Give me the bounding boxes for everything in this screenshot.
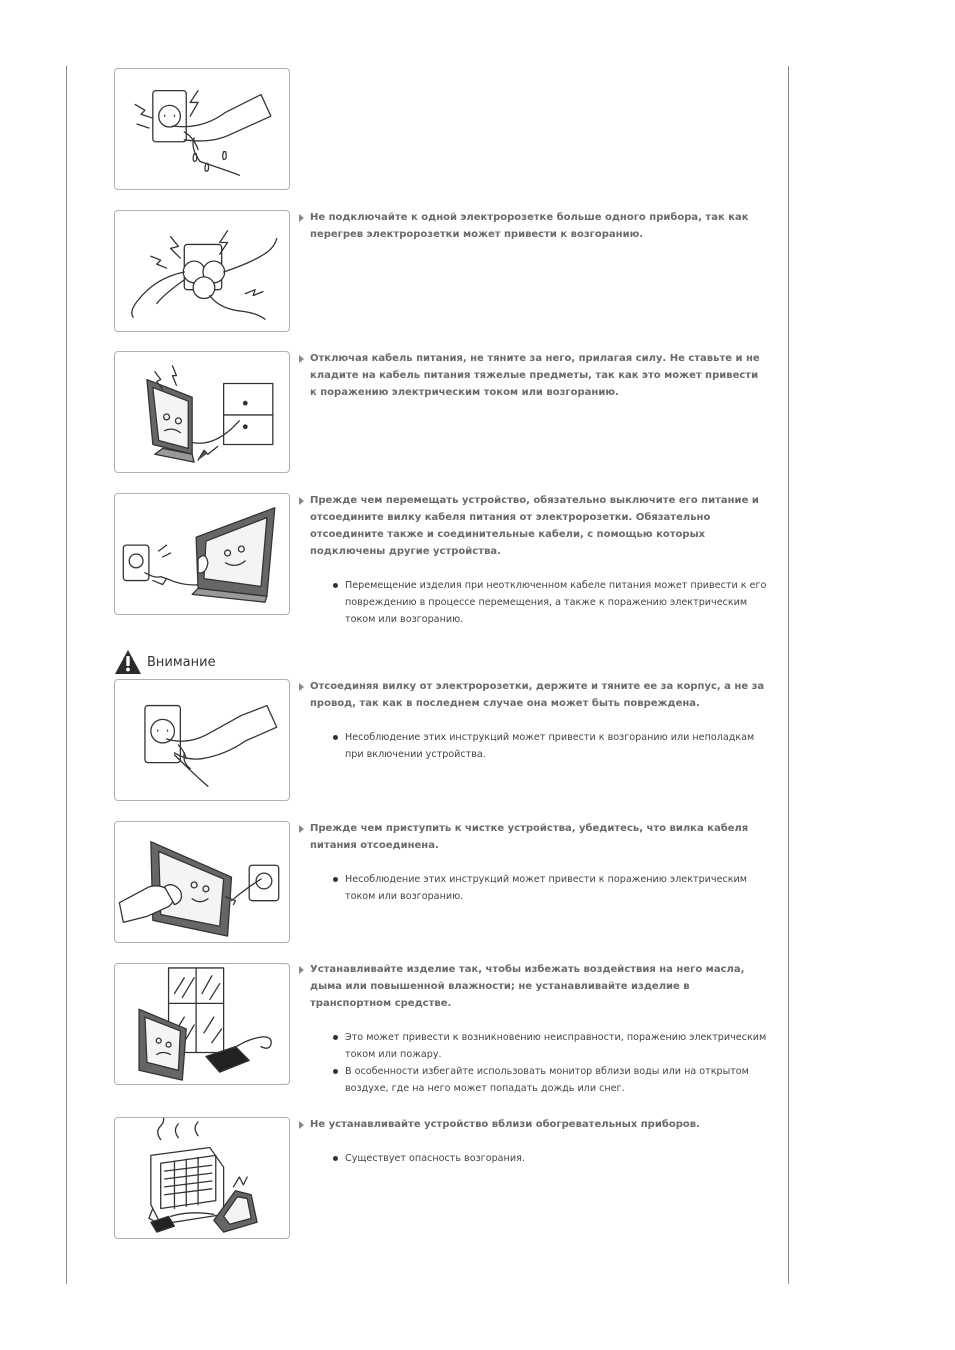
warning-item-3: [298, 350, 768, 401]
bullet-list: [298, 1150, 768, 1167]
caution-item-3: [298, 961, 768, 1097]
moving-device-illustration: [114, 493, 290, 615]
triangle-bullet-icon: [299, 683, 304, 691]
cleaning-illustration: [114, 821, 290, 943]
bullet-list: [298, 729, 768, 763]
left-margin-line: [66, 66, 67, 1284]
caution-header: [114, 648, 216, 676]
unplug-by-body-illustration: [114, 679, 290, 801]
warning-heading-text: Отключая кабель питания, не тяните за него, прилагая силу. Не ставьте и не кладите на кабель питания тяжелые предметы, так как это может привести к поражению электрическим током или возгоранию.: [310, 353, 760, 398]
caution-heading-text: Не устанавливайте устройство вблизи обогревательных приборов.: [310, 1119, 700, 1130]
caution-heading-text: Устанавливайте изделие так, чтобы избежать воздействия на него масла, дыма или повышенной влажности; не устанавливайте изделие в транспортном средстве.: [310, 964, 745, 1009]
bullet-item: Несоблюдение этих инструкций может привести к возгоранию или неполадкам при включении устройства.: [332, 729, 768, 763]
right-margin-line: [788, 66, 789, 1284]
warning-heading-text: Не подключайте к одной электророзетке больше одного прибора, так как перегрев электророзетки может привести к возгоранию.: [310, 212, 749, 240]
triangle-bullet-icon: [299, 355, 304, 363]
caution-heading-text: Отсоединяя вилку от электророзетки, держите и тяните ее за корпус, а не за провод, так как в последнем случае она может быть повреждена.: [310, 681, 765, 709]
warning-heading-text: Прежде чем перемещать устройство, обязательно выключите его питание и отсоедините вилку кабеля питания от электророзетки. Обязательно отсоедините также и соединительные кабели, с помощью которых подключены другие устройства.: [310, 495, 759, 557]
bullet-list: [298, 577, 768, 628]
warning-heading: [298, 209, 768, 243]
warning-heading: [298, 492, 768, 560]
triangle-bullet-icon: [299, 1121, 304, 1129]
warning-heading: [298, 350, 768, 401]
bullet-list: [298, 871, 768, 905]
warning-item-4: [298, 492, 768, 628]
warning-triangle-icon: [114, 649, 142, 675]
bullet-list: [298, 1029, 768, 1097]
caution-heading-text: Прежде чем приступить к чистке устройства, убедитесь, что вилка кабеля питания отсоединена.: [310, 823, 749, 851]
overloaded-outlet-illustration: [114, 210, 290, 332]
caution-heading: [298, 961, 768, 1012]
caution-heading: [298, 820, 768, 854]
caution-item-2: [298, 820, 768, 905]
humidity-window-illustration: [114, 963, 290, 1085]
heater-illustration: [114, 1117, 290, 1239]
triangle-bullet-icon: [299, 214, 304, 222]
wet-hand-plug-illustration: [114, 68, 290, 190]
caution-label: Внимание: [147, 654, 216, 670]
caution-heading: [298, 678, 768, 712]
cable-pull-illustration: [114, 351, 290, 473]
triangle-bullet-icon: [299, 825, 304, 833]
caution-item-4: [298, 1116, 768, 1167]
caution-heading: [298, 1116, 768, 1133]
bullet-item: Несоблюдение этих инструкций может привести к поражению электрическим током или возгоранию.: [332, 871, 768, 905]
bullet-item: Это может привести к возникновению неисправности, поражению электрическим током или пожару.: [332, 1029, 768, 1063]
bullet-item: В особенности избегайте использовать монитор вблизи воды или на открытом воздухе, где на него может попадать дождь или снег.: [332, 1063, 768, 1097]
bullet-item: Перемещение изделия при неотключенном кабеле питания может привести к его повреждению в процессе перемещения, а также к поражению электрическим током или возгоранию.: [332, 577, 768, 628]
triangle-bullet-icon: [299, 966, 304, 974]
warning-item-2: [298, 209, 768, 243]
triangle-bullet-icon: [299, 497, 304, 505]
bullet-item: Существует опасность возгорания.: [332, 1150, 768, 1167]
caution-item-1: [298, 678, 768, 763]
